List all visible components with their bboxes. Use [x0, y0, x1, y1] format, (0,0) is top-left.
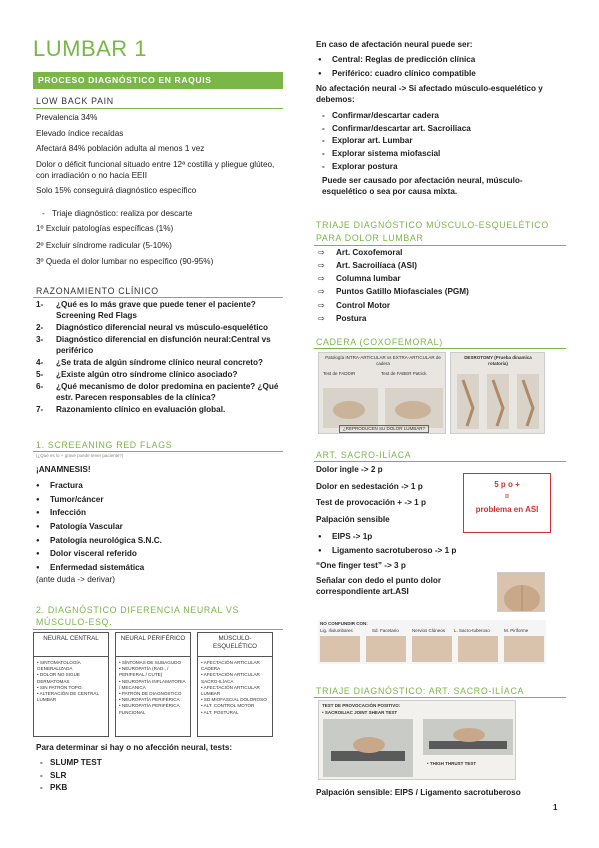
- debemos-item: - Explorar postura: [320, 162, 560, 173]
- divider: [33, 108, 283, 109]
- step-line: 2º Excluir síndrome radicular (5-10%): [36, 240, 172, 250]
- stat-line: Prevalencia 34%: [36, 113, 98, 122]
- red-flags-subtitle: (¿Qué es lo + grave puede tener paciente?): [36, 453, 124, 458]
- rc-item: 3- Diagnóstico diferencial en disfunción neural:Central vs periférico: [36, 334, 271, 355]
- afectacion-item: ● Periférico: cuadro clínico compatible: [318, 69, 558, 80]
- divider: [33, 297, 283, 298]
- afectacion-heading: En caso de afectación neural puede ser:: [316, 40, 473, 49]
- cadera-figure-right: DESROTOMY (Prueba dinamica rotatoria): [450, 352, 545, 434]
- back-photo-illustration: [498, 573, 545, 612]
- cadera-figure-left: Patología INTRA-ARTICULAR vs EXTRA-ARTICULAR de cadera Test de FADDIR Test de FABER Patrick ¿REPRODUCEN SU DOLOR LUMBAR?: [318, 352, 446, 434]
- red-flag-item: ● Infección: [36, 508, 276, 519]
- test-item: - SLUMP TEST: [38, 758, 238, 769]
- stat-line: Solo 15% conseguirá diagnóstico específico: [36, 186, 197, 196]
- causa-mixta-text: Puede ser causado por afectación neural, músculo-esquelético o sea por causa mixta.: [322, 176, 523, 196]
- red-flag-item: ● Tumor/cáncer: [36, 495, 276, 506]
- steps-block: [36, 224, 286, 268]
- anamnesis-label: ¡ANAMNESIS!: [36, 465, 91, 474]
- test-item: - SLR: [38, 771, 238, 782]
- no-confundir-figure: NO CONFUNDIR CON: Lig. Iliolumbares Sd. Facetario Nervios Clúneos L. Sacro-tuberoso M. Piriforme: [318, 620, 546, 664]
- debemos-item: - Explorar sistema miofascial: [320, 149, 560, 160]
- tests-intro: Para determinar si hay o no afección neural, tests:: [36, 743, 233, 752]
- asi-score-box: 5 p o + = problema en ASI: [463, 473, 551, 533]
- debemos-item: - Confirmar/descartar art. Sacroiliaca: [320, 124, 560, 135]
- asi-palpacion-item: ● Ligamento sacrotuberoso -> 1 p: [318, 546, 468, 557]
- triaje-item: ⇨ Art. Coxofemoral: [318, 248, 558, 259]
- page-title: LUMBAR 1: [33, 36, 148, 61]
- one-finger-test: “One finger test” -> 3 p: [316, 561, 406, 570]
- box-list: • AFECTACIÓN ARTICULAR CADERA • AFECTACIÓN ARTICULAR SACRO-ILÍACA • AFECTACIÓN ARTICULAR LUMBAR • SD MIOFASCIAL DOLOROSO • ALT. CONTROL MOTOR • ALT. POSTURAL: [198, 657, 272, 719]
- triaje-asi-heading: TRIAJE DIAGNÓSTICO: ART. SACRO-ILÍACA: [316, 686, 525, 696]
- stat-line: Afectará 84% población adulta al menos 1 vez: [36, 144, 205, 154]
- triage-item: - Triaje diagnóstico: realiza por descarte: [40, 209, 280, 220]
- box-list: • SINTOMATOLOGÍA GENERALIZADA • DOLOR NO SIGUE DERMATOMAS • SIN PATRÓN TOPO. • ALTERACIÓN DE CENTRAL LUMBAR: [34, 657, 108, 706]
- tests-list: [38, 758, 238, 796]
- box-neural-periferico: [115, 632, 191, 737]
- red-flag-item: ● Patología Vascular: [36, 522, 276, 533]
- asi-test-photos: [319, 717, 516, 780]
- divider: [33, 629, 283, 630]
- red-flag-item: ● Dolor visceral referido: [36, 549, 276, 560]
- stat-line: Dolor o déficit funcional situado entre 12ª costilla y pliegue glúteo, con irradiación o no hacia EEII: [36, 159, 275, 180]
- triage-list: [40, 209, 280, 222]
- afectacion-item: ● Central: Reglas de predicción clínica: [318, 55, 558, 66]
- divider: [314, 348, 566, 349]
- step-line: 3º Queda el dolor lumbar no específico (90-95%): [36, 257, 214, 267]
- one-finger-photo: [497, 572, 545, 612]
- asi-palpacion-item: ● EIPS -> 1p: [318, 532, 468, 543]
- triaje-item: ⇨ Art. Sacroilíaca (ASI): [318, 261, 558, 272]
- asi-line: Palpación sensible: [316, 514, 390, 524]
- hip-illustration: [451, 368, 545, 433]
- divider: [33, 451, 283, 452]
- afectacion-list: [318, 55, 558, 82]
- no-afectacion-text: No afectación neural -> Si afectado músculo-esquelético y debemos:: [316, 84, 543, 104]
- cadera-heading: CADERA (COXOFEMORAL): [316, 337, 443, 347]
- triaje-heading-line1: TRIAJE DIAGNÓSTICO MÚSCULO-ESQUELÉTICO: [316, 220, 549, 230]
- box-neural-central: [33, 632, 109, 737]
- box-musculo-esqueletico: [197, 632, 273, 737]
- lbp-heading: LOW BACK PAIN: [36, 96, 114, 106]
- red-flag-item: ● Enfermedad sistemática: [36, 563, 276, 574]
- rc-item: 1- ¿Qué es lo más grave que puede tener el paciente? Screening Red Flags: [36, 300, 256, 320]
- triaje-asi-figure: TEST DE PROVOCACIÓN POSITIVO: • SACROILIAC JOINT SHEAR TEST • THIGH THRUST TEST: [318, 700, 516, 780]
- red-flags-list: [36, 481, 276, 577]
- diferencial-heading-line2: MÚSCULO-ESQ.: [36, 617, 113, 627]
- divider: [314, 245, 566, 246]
- razonamiento-heading: RAZONAMIENTO CLÍNICO: [36, 286, 159, 296]
- asi-line: Dolor ingle -> 2 p: [316, 465, 383, 474]
- debemos-item: - Confirmar/descartar cadera: [320, 111, 560, 122]
- duda-note: (ante duda -> derivar): [36, 575, 115, 584]
- box-heading: NEURAL PERIFÉRICO: [116, 633, 190, 657]
- rc-item: 5- ¿Existe algún otro síndrome clínico asociado?: [36, 369, 238, 379]
- diferencial-heading-line1: 2. DIAGNÓSTICO DIFERENCIA NEURAL VS: [36, 605, 240, 615]
- box-heading: MÚSCULO-ESQUELÉTICO: [198, 633, 272, 657]
- debemos-item: - Explorar art. Lumbar: [320, 136, 560, 147]
- rc-item: 2- Diagnóstico diferencial neural vs músculo-esquelético: [36, 322, 269, 332]
- divider: [314, 697, 566, 698]
- asi-criteria: [316, 465, 466, 526]
- asi-heading: ART. SACRO-ILÍACA: [316, 450, 412, 460]
- senalar-text: Señalar con dedo el punto dolor correspondiente art.ASI: [316, 576, 442, 596]
- triaje-item: ⇨ Postura: [318, 314, 558, 325]
- triaje-item: ⇨ Puntos Gatillo Miofasciales (PGM): [318, 287, 558, 298]
- box-list: • SÍNTOMAS DE SUBAGUDO • NEUROPATÍA (RAD., / PERIFERAL / CUTE) • NEUROPATÍA INFLAMATORIA / MECANICA • PATRÓN DE DIAGNOSTICO • NEUROPATÍA PERIFÉRICA • NEUROPATÍA PERIFÉRICA FUNCIONAL: [116, 657, 190, 719]
- triaje-heading-line2: PARA DOLOR LUMBAR: [316, 233, 424, 243]
- rc-item: 4- ¿Se trata de algún síndrome clínico neural concreto?: [36, 357, 264, 367]
- triaje-item: ⇨ Columna lumbar: [318, 274, 558, 285]
- section-band-proceso: PROCESO DIAGNÓSTICO EN RAQUIS: [33, 72, 283, 89]
- triaje-list: [318, 248, 558, 327]
- step-line: 1º Excluir patologías específicas (1%): [36, 224, 174, 233]
- stats-block: [36, 113, 286, 197]
- red-flag-item: ● Patología neurológica S.N.C.: [36, 536, 276, 547]
- razonamiento-list: [36, 300, 286, 417]
- rc-item: 6- ¿Qué mecanismo de dolor predomina en paciente? ¿Qué estr. Parecen responsables de la clínica?: [36, 382, 279, 402]
- debemos-list: [320, 111, 560, 174]
- diferencial-boxes: [33, 632, 273, 737]
- asi-palpacion-list: [318, 532, 468, 559]
- divider: [314, 461, 566, 462]
- box-heading: NEURAL CENTRAL: [34, 633, 108, 657]
- asi-line: Test de provocación + -> 1 p: [316, 498, 426, 508]
- red-flags-heading: 1. SCREEANING RED FLAGS: [36, 440, 173, 450]
- asi-line: Dolor en sedestación -> 1 p: [316, 481, 423, 491]
- stat-line: Elevado índice recaídas: [36, 128, 124, 138]
- page-number: 1: [553, 803, 558, 812]
- rc-item: 7- Razonamiento clínico en evaluación global.: [36, 404, 226, 414]
- red-flag-item: ● Fractura: [36, 481, 276, 492]
- no-confundir-photos: [318, 634, 546, 664]
- triaje-item: ⇨ Control Motor: [318, 301, 558, 312]
- palpacion-sensible-text: Palpación sensible: EIPS / Ligamento sacrotuberoso: [316, 788, 521, 797]
- test-item: - PKB: [38, 783, 238, 794]
